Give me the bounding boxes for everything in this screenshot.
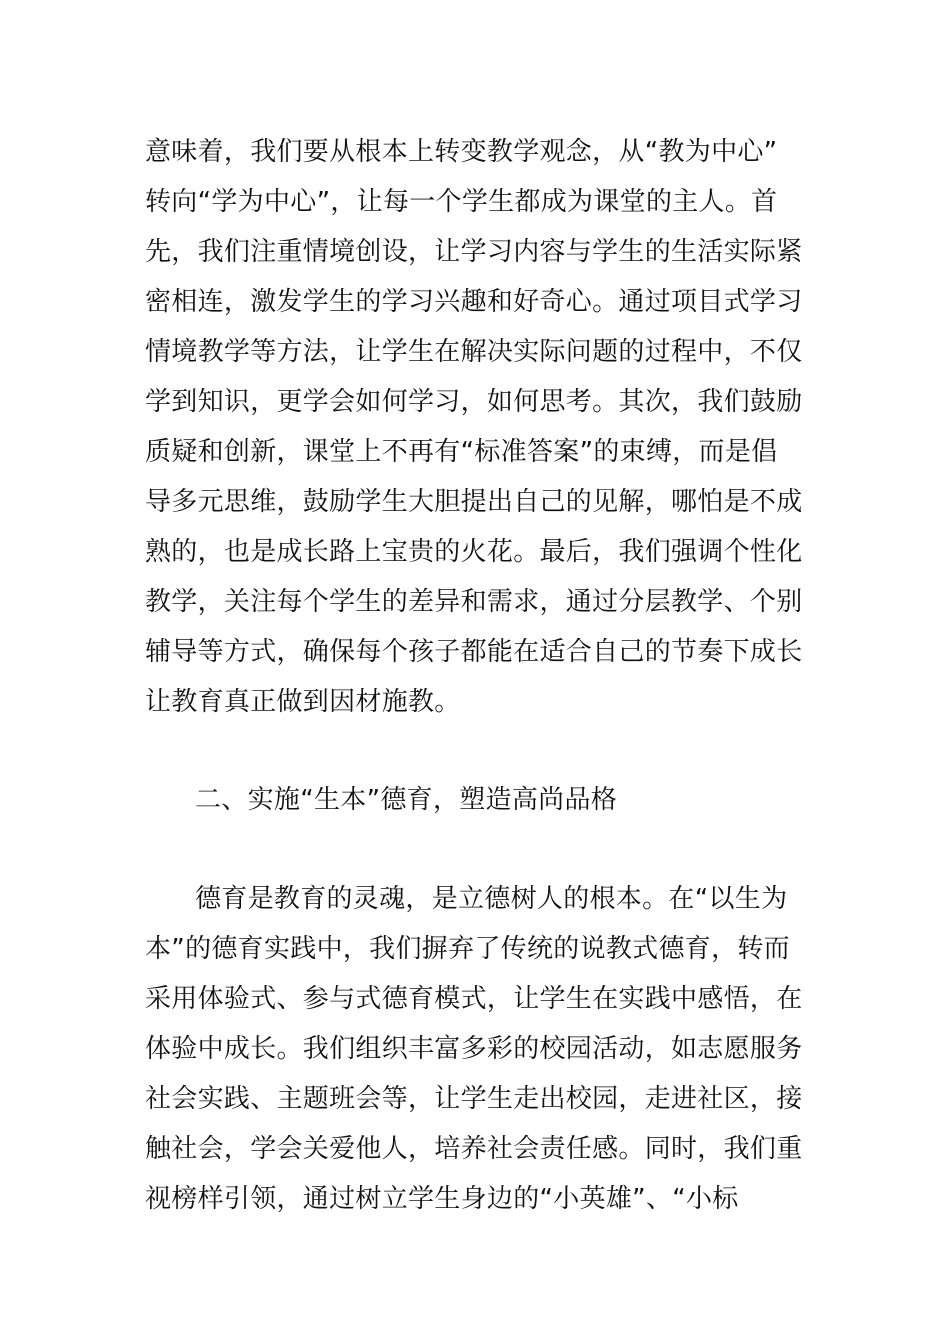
paragraph-line: 导多元思维，鼓励学生大胆提出自己的见解，哪怕是不成 bbox=[145, 487, 803, 517]
paragraph-line: 学到知识，更学会如何学习，如何思考。其次，我们鼓励 bbox=[145, 387, 803, 417]
paragraph-line: 采用体验式、参与式德育模式，让学生在实践中感悟，在 bbox=[145, 984, 803, 1014]
paragraph-line: 让教育真正做到因材施教。 bbox=[145, 687, 461, 717]
paragraph-line: 本”的德育实践中，我们摒弃了传统的说教式德育，转而 bbox=[145, 934, 790, 964]
paragraph-line: 质疑和创新，课堂上不再有“标准答案”的束缚，而是倡 bbox=[145, 437, 778, 467]
paragraph-line: 密相连，激发学生的学习兴趣和好奇心。通过项目式学习 bbox=[145, 287, 803, 317]
paragraph-line: 触社会，学会关爱他人，培养社会责任感。同时，我们重 bbox=[145, 1134, 803, 1164]
paragraph-line: 转向“学为中心”，让每一个学生都成为课堂的主人。首 bbox=[145, 187, 778, 217]
paragraph-line: 情境教学等方法，让学生在解决实际问题的过程中，不仅 bbox=[145, 337, 803, 367]
paragraph-line: 体验中成长。我们组织丰富多彩的校园活动，如志愿服务 bbox=[145, 1034, 803, 1064]
paragraph-line: 先，我们注重情境创设，让学习内容与学生的生活实际紧 bbox=[145, 237, 803, 267]
paragraph-line: 社会实践、主题班会等，让学生走出校园，走进社区，接 bbox=[145, 1084, 803, 1114]
paragraph-line: 教学，关注每个学生的差异和需求，通过分层教学、个别 bbox=[145, 587, 803, 617]
paragraph-first-line: 德育是教育的灵魂，是立德树人的根本。在“以生为 bbox=[195, 884, 788, 914]
paragraph-line: 意味着，我们要从根本上转变教学观念，从“教为中心” bbox=[145, 137, 778, 167]
section-heading: 二、实施“生本”德育，塑造高尚品格 bbox=[195, 785, 618, 815]
paragraph-line: 熟的，也是成长路上宝贵的火花。最后，我们强调个性化 bbox=[145, 537, 803, 567]
paragraph-line: 视榜样引领，通过树立学生身边的“小英雄”、“小标 bbox=[145, 1184, 739, 1214]
paragraph-line: 辅导等方式，确保每个孩子都能在适合自己的节奏下成长 bbox=[145, 637, 803, 667]
